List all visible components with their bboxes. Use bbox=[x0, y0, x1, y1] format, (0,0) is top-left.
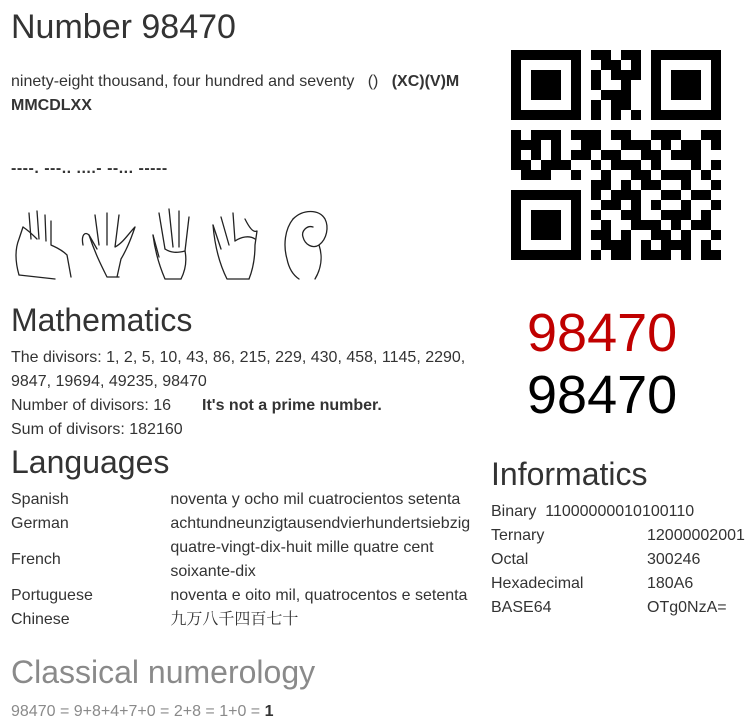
number-display-red: 98470 bbox=[527, 303, 678, 363]
base-label: Octal bbox=[491, 551, 529, 568]
numerology-result: 1 bbox=[264, 703, 274, 720]
mathematics-heading: Mathematics bbox=[11, 302, 193, 338]
prime-status: It's not a prime number. bbox=[202, 397, 382, 414]
sign-language-hands bbox=[11, 205, 341, 283]
table-row bbox=[11, 536, 473, 584]
hand-sign-0-icon bbox=[285, 212, 327, 280]
base-value: 300246 bbox=[647, 551, 701, 568]
qr-code bbox=[511, 50, 721, 260]
sum-of-divisors: Sum of divisors: 182160 bbox=[11, 421, 183, 438]
table-row bbox=[11, 584, 473, 608]
table-row bbox=[11, 512, 473, 536]
table-row bbox=[11, 488, 473, 512]
language-text: noventa y ocho mil cuatrocientos setenta bbox=[170, 491, 461, 508]
divisors-list: The divisors: 1, 2, 5, 10, 43, 86, 215, 229, 430, 458, 1145, 2290, 9847, 19694, 49235, 98470 bbox=[11, 349, 466, 390]
language-name: Spanish bbox=[11, 491, 69, 508]
base-label: BASE64 bbox=[491, 599, 552, 616]
english-words: ninety-eight thousand, four hundred and seventy bbox=[11, 73, 355, 90]
roman-numeral: (XC)(V)M MMCDLXX bbox=[11, 73, 460, 114]
language-text: quatre-vingt-dix-huit mille quatre cent soixante-dix bbox=[170, 539, 434, 580]
number-display-black: 98470 bbox=[527, 365, 678, 425]
table-row bbox=[491, 572, 749, 596]
page-title: Number 98470 bbox=[11, 8, 236, 46]
parens: () bbox=[367, 73, 379, 90]
numerology-formula bbox=[11, 700, 274, 724]
binary-value: 11000000010100110 bbox=[545, 503, 695, 520]
hand-sign-7-icon bbox=[213, 213, 257, 279]
hand-sign-9-icon bbox=[16, 211, 71, 279]
base-label: Ternary bbox=[491, 527, 545, 544]
language-name: Portuguese bbox=[11, 587, 93, 604]
language-name: German bbox=[11, 515, 69, 532]
numerology-sum: 98470 = 9+8+4+7+0 = 2+8 = 1+0 = bbox=[11, 703, 261, 720]
language-text: 九万八千四百七十 bbox=[170, 611, 299, 628]
languages-heading: Languages bbox=[11, 444, 170, 480]
base-label: Hexadecimal bbox=[491, 575, 584, 592]
number-of-divisors: Number of divisors: 16 bbox=[11, 397, 172, 414]
informatics-heading: Informatics bbox=[491, 456, 648, 492]
numerology-heading: Classical numerology bbox=[11, 654, 316, 690]
binary-label: Binary bbox=[491, 503, 537, 520]
base-value: OTg0NzA= bbox=[647, 599, 727, 616]
hand-sign-4-icon bbox=[153, 209, 189, 279]
table-row bbox=[491, 548, 749, 572]
hand-sign-8-icon bbox=[82, 213, 135, 277]
informatics-table bbox=[491, 524, 749, 620]
morse-code: ----. ---.. ....- --... ----- bbox=[11, 160, 168, 177]
language-text: noventa e oito mil, quatrocentos e setenta bbox=[170, 587, 468, 604]
language-name: French bbox=[11, 551, 61, 568]
table-row bbox=[491, 524, 749, 548]
number-in-words bbox=[11, 70, 481, 118]
table-row bbox=[11, 608, 473, 632]
base-value: 180A6 bbox=[647, 575, 694, 592]
table-row bbox=[491, 596, 749, 620]
language-name: Chinese bbox=[11, 611, 70, 628]
language-text: achtundneunzigtausendvierhundertsiebzig bbox=[170, 515, 471, 532]
languages-table bbox=[11, 488, 473, 632]
base-value: 12000002001 bbox=[647, 527, 745, 544]
binary-row bbox=[491, 500, 694, 524]
